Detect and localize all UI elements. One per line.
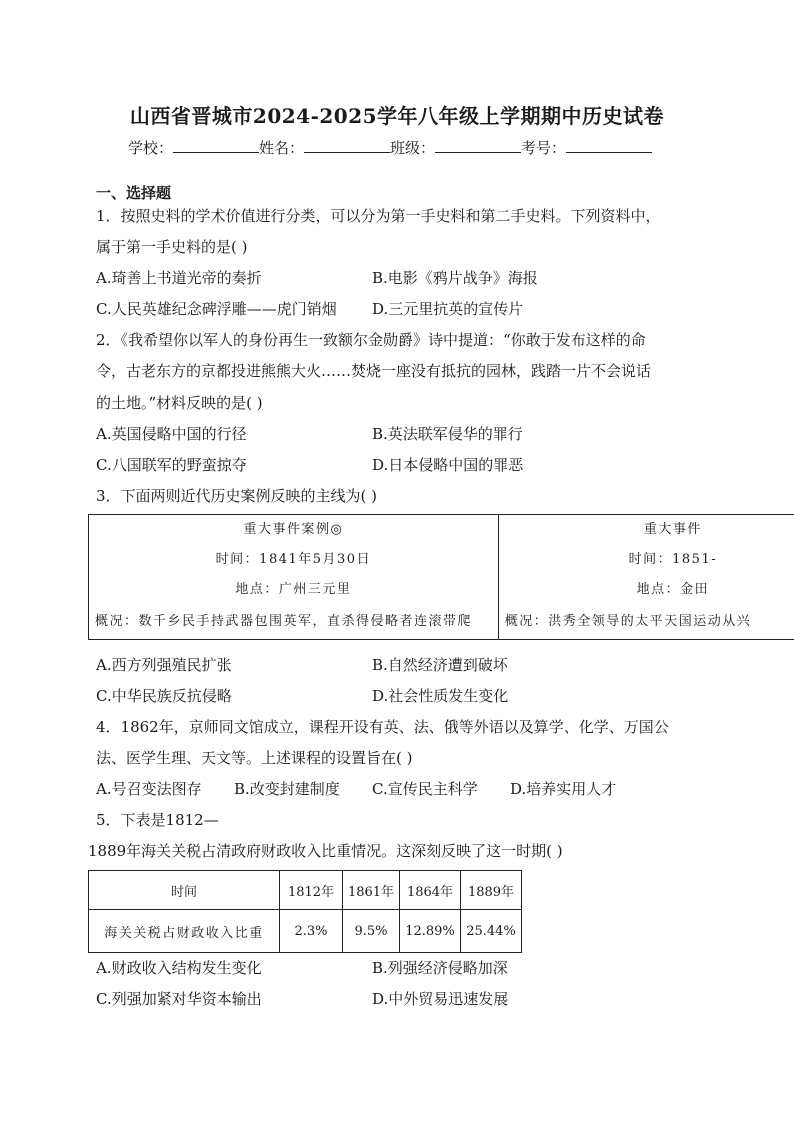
q1-option-b[interactable]: B.电影《鸦片战争》海报 [372, 269, 538, 287]
header-cell-time: 时间 [89, 871, 280, 910]
q5-option-b[interactable]: B.列强经济侵略加深 [372, 959, 508, 977]
q4-option-c[interactable]: C.宣传民主科学 [372, 780, 478, 798]
case-2-time: 时间：1851- [628, 552, 718, 567]
q1-option-d[interactable]: D.三元里抗英的宣传片 [372, 300, 524, 318]
name-label: 姓名： [259, 139, 305, 157]
header-cell-1812: 1812年 [280, 871, 343, 910]
q1-option-a[interactable]: A.琦善上书道光帝的奏折 [96, 269, 262, 287]
exam-no-label: 考号： [521, 139, 567, 157]
table-header-row [89, 871, 522, 910]
q3-option-b[interactable]: B.自然经济遭到破坏 [372, 656, 508, 674]
row-label-cell: 海关关税占财政收入比重 [89, 910, 280, 953]
table-row [89, 910, 522, 953]
class-label: 班级： [390, 139, 436, 157]
value-cell-1889: 25.44% [461, 910, 522, 953]
school-label: 学校： [128, 139, 174, 157]
case-1-time: 时间：1841年5月30日 [215, 552, 372, 567]
case-2-cell [498, 515, 794, 640]
q5-tariff-table [88, 870, 522, 953]
case-2-summary: 概况：洪秀全领导的太平天国运动从兴 [504, 614, 752, 629]
header-cell-1889: 1889年 [461, 871, 522, 910]
class-blank[interactable] [435, 138, 521, 153]
q3-case-table [88, 514, 794, 640]
case-2-place: 地点：金田 [636, 582, 710, 597]
q2-option-c[interactable]: C.八国联军的野蛮掠夺 [96, 456, 247, 474]
q1-option-c[interactable]: C.人民英雄纪念碑浮雕——虎门销烟 [96, 300, 337, 318]
q5-option-c[interactable]: C.列强加紧对华资本输出 [96, 990, 262, 1008]
name-blank[interactable] [304, 138, 390, 153]
q3-option-d[interactable]: D.社会性质发生变化 [372, 687, 509, 705]
value-cell-1812: 2.3% [280, 910, 343, 953]
header-cell-1861: 1861年 [343, 871, 400, 910]
q5-stem-line2: 1889年海关关税占清政府财政收入比重情况。这深刻反映了这一时期( ) [88, 842, 563, 860]
q2-option-b[interactable]: B.英法联军侵华的罪行 [372, 425, 523, 443]
q5-option-d[interactable]: D.中外贸易迅速发展 [372, 990, 509, 1008]
q5-stem-line1: 5．下表是1812— [96, 811, 219, 829]
q4-stem-line1: 4．1862年，京师同文馆成立，课程开设有英、法、俄等外语以及算学、化学、万国公 [96, 718, 669, 736]
exam-title: 山西省晋城市2024-2025学年八年级上学期期中历史试卷 [129, 104, 665, 128]
case-1-cell [89, 515, 499, 640]
q3-option-a[interactable]: A.西方列强殖民扩张 [96, 656, 232, 674]
case-1-place: 地点：广州三元里 [235, 582, 352, 597]
q3-stem: 3．下面两则近代历史案例反映的主线为( ) [96, 487, 378, 505]
q1-stem-line1: 1．按照史料的学术价值进行分类，可以分为第一手史料和第二手史料。下列资料中， [96, 207, 661, 225]
q4-stem-line2: 法、医学生理、天文等。上述课程的设置旨在( ) [96, 749, 413, 767]
q2-stem-line3: 的土地。”材料反映的是( ) [96, 394, 263, 412]
q2-stem-line2: 令，古老东方的京都投进熊熊大火……焚烧一座没有抵抗的园林，践踏一片不会说话 [96, 362, 652, 380]
q4-option-a[interactable]: A.号召变法图存 [96, 780, 202, 798]
q2-option-a[interactable]: A.英国侵略中国的行径 [96, 425, 247, 443]
value-cell-1861: 9.5% [343, 910, 400, 953]
q2-stem-line1: 2．《我希望你以军人的身份再生一致额尔金勋爵》诗中提道：“你敢于发布这样的命 [96, 331, 646, 349]
case-2-title: 重大事件 [643, 522, 702, 537]
student-info-row [128, 137, 652, 158]
q2-option-d[interactable]: D.日本侵略中国的罪恶 [372, 456, 524, 474]
school-blank[interactable] [173, 138, 259, 153]
section-heading: 一、选择题 [96, 184, 172, 202]
q4-option-d[interactable]: D.培养实用人才 [510, 780, 617, 798]
q5-option-a[interactable]: A.财政收入结构发生变化 [96, 959, 262, 977]
q4-option-b[interactable]: B.改变封建制度 [234, 780, 340, 798]
header-cell-1864: 1864年 [400, 871, 461, 910]
value-cell-1864: 12.89% [400, 910, 461, 953]
case-1-title: 重大事件案例◎ [243, 522, 344, 537]
q1-stem-line2: 属于第一手史料的是( ) [96, 238, 248, 256]
case-1-summary: 概况：数千乡民手持武器包围英军，直杀得侵略者连滚带爬 [95, 614, 473, 629]
exam-no-blank[interactable] [566, 138, 652, 153]
q3-option-c[interactable]: C.中华民族反抗侵略 [96, 687, 232, 705]
